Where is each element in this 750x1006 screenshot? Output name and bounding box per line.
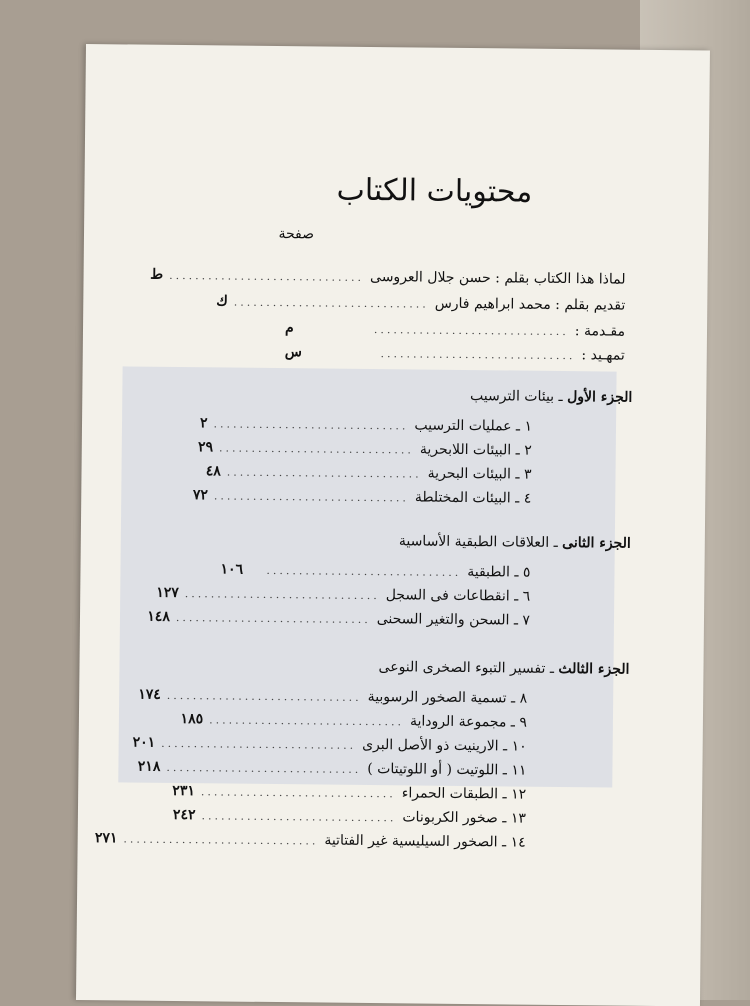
part-label: الجزء الأول	[567, 389, 633, 406]
chapter-label: ٩ ـ مجموعة الروداية	[409, 713, 528, 731]
front-matter-row	[285, 344, 625, 364]
chapter-page: ١٢٧	[156, 584, 179, 602]
chapter-page: ٧٢	[192, 487, 209, 504]
chapter-row	[132, 734, 527, 755]
entry-page: ك	[216, 293, 228, 310]
leader-dots: ..............................	[166, 760, 362, 776]
part-title: بيئات الترسيب	[469, 388, 555, 405]
entry-label: لماذا هذا الكتاب بقلم : حسن جلال العروسى	[369, 268, 626, 288]
chapter-row	[137, 758, 527, 779]
front-matter-row	[285, 320, 625, 340]
chapter-row	[205, 463, 532, 483]
part-heading: الجزء الأول ـ بيئات الترسيب	[469, 388, 633, 406]
book-page	[76, 44, 710, 1006]
chapter-label: ١١ ـ اللوتيت ( أو اللوتيتات )	[367, 760, 527, 779]
chapter-label: ١٤ ـ الصخور السيليسية غير الفتاتية	[324, 832, 526, 851]
chapter-row	[94, 830, 526, 851]
chapter-row	[192, 487, 532, 507]
entry-label: تمهـيد :	[581, 347, 625, 364]
chapter-page: ٢٤٢	[172, 806, 196, 824]
leader-dots: ..............................	[266, 563, 462, 579]
leader-dots: ..............................	[123, 832, 319, 848]
part-heading: الجزء الثالث ـ تفسير التبوء الصخرى النوعى	[378, 659, 630, 678]
chapter-page: ٢٧١	[94, 830, 118, 847]
leader-dots: ..............................	[380, 347, 576, 363]
leader-dots: ..............................	[233, 295, 429, 311]
chapter-label: ٨ ـ تسمية الصخور الرسوبية	[367, 688, 528, 707]
part-label: الجزء الثانى	[562, 535, 631, 552]
part-title: تفسير التبوء الصخرى النوعى	[378, 659, 546, 677]
chapter-page: ٤٨	[205, 463, 221, 480]
entry-page: س	[284, 344, 302, 361]
chapter-label: ٣ ـ البيئات البحرية	[427, 465, 532, 483]
leader-dots: ..............................	[200, 785, 396, 801]
chapter-page: ١٤٨	[147, 608, 170, 625]
leader-dots: ..............................	[169, 268, 365, 284]
chapter-row	[172, 806, 526, 827]
chapter-page: ٢١٨	[137, 758, 161, 775]
leader-dots: ..............................	[213, 417, 409, 433]
chapter-row	[138, 686, 528, 707]
chapter-label: ٢ ـ البيئات اللابحرية	[419, 441, 532, 459]
leader-dots: ..............................	[209, 713, 405, 729]
chapter-page: ٢٠١	[132, 734, 156, 751]
entry-page: ط	[150, 266, 164, 283]
part-label: الجزء الثالث	[558, 660, 630, 678]
chapter-page: ٢٣١	[172, 782, 195, 800]
chapter-row	[180, 711, 528, 731]
entry-label: تقديم بقلم : محمد ابراهيم فارس	[434, 295, 626, 314]
chapter-row	[172, 782, 527, 803]
page-title: محتويات الكتاب	[336, 172, 533, 210]
chapter-label: ٤ ـ البيئات المختلطة	[414, 489, 532, 507]
chapter-page: ١٧٤	[138, 686, 161, 703]
chapter-page: ٢٩	[197, 439, 214, 456]
chapter-page: ١٠٦	[220, 561, 244, 578]
leader-dots: ..............................	[226, 465, 422, 481]
leader-dots: ..............................	[161, 736, 357, 752]
entry-label: مقـدمة :	[574, 323, 626, 340]
chapter-row	[220, 561, 530, 580]
leader-dots: ..............................	[175, 610, 371, 627]
leader-dots: ..............................	[166, 688, 362, 704]
chapter-row	[147, 608, 531, 629]
front-matter-row	[216, 293, 626, 314]
chapter-row	[156, 584, 531, 605]
front-matter-row	[150, 266, 626, 288]
chapter-label: ٦ ـ انقطاعات فى السجل	[385, 587, 531, 605]
page-column-heading: صفحة	[278, 226, 315, 243]
chapter-label: ٧ ـ السحن والتغير السحنى	[376, 611, 531, 629]
part-title: العلاقات الطبقية الأساسية	[398, 533, 550, 551]
part-heading: الجزء الثانى ـ العلاقات الطبقية الأساسية	[398, 533, 631, 552]
chapter-row	[199, 415, 533, 435]
entry-page: م	[284, 320, 294, 337]
chapter-row	[197, 439, 532, 459]
chapter-label: ٥ ـ الطبقية	[467, 564, 531, 581]
chapter-label: ١٠ ـ الارينيت ذو الأصل البرى	[362, 736, 527, 755]
leader-dots: ..............................	[184, 587, 380, 603]
chapter-label: ١٣ ـ صخور الكربونات	[402, 809, 526, 827]
leader-dots: ..............................	[213, 489, 409, 505]
chapter-label: ١ ـ عمليات الترسيب	[414, 417, 533, 435]
chapter-label: ١٢ ـ الطبقات الحمراء	[401, 785, 527, 803]
leader-dots: ..............................	[373, 323, 569, 339]
chapter-page: ١٨٥	[180, 711, 204, 728]
leader-dots: ..............................	[201, 809, 397, 825]
chapter-page: ٢	[199, 415, 208, 432]
leader-dots: ..............................	[218, 441, 415, 457]
